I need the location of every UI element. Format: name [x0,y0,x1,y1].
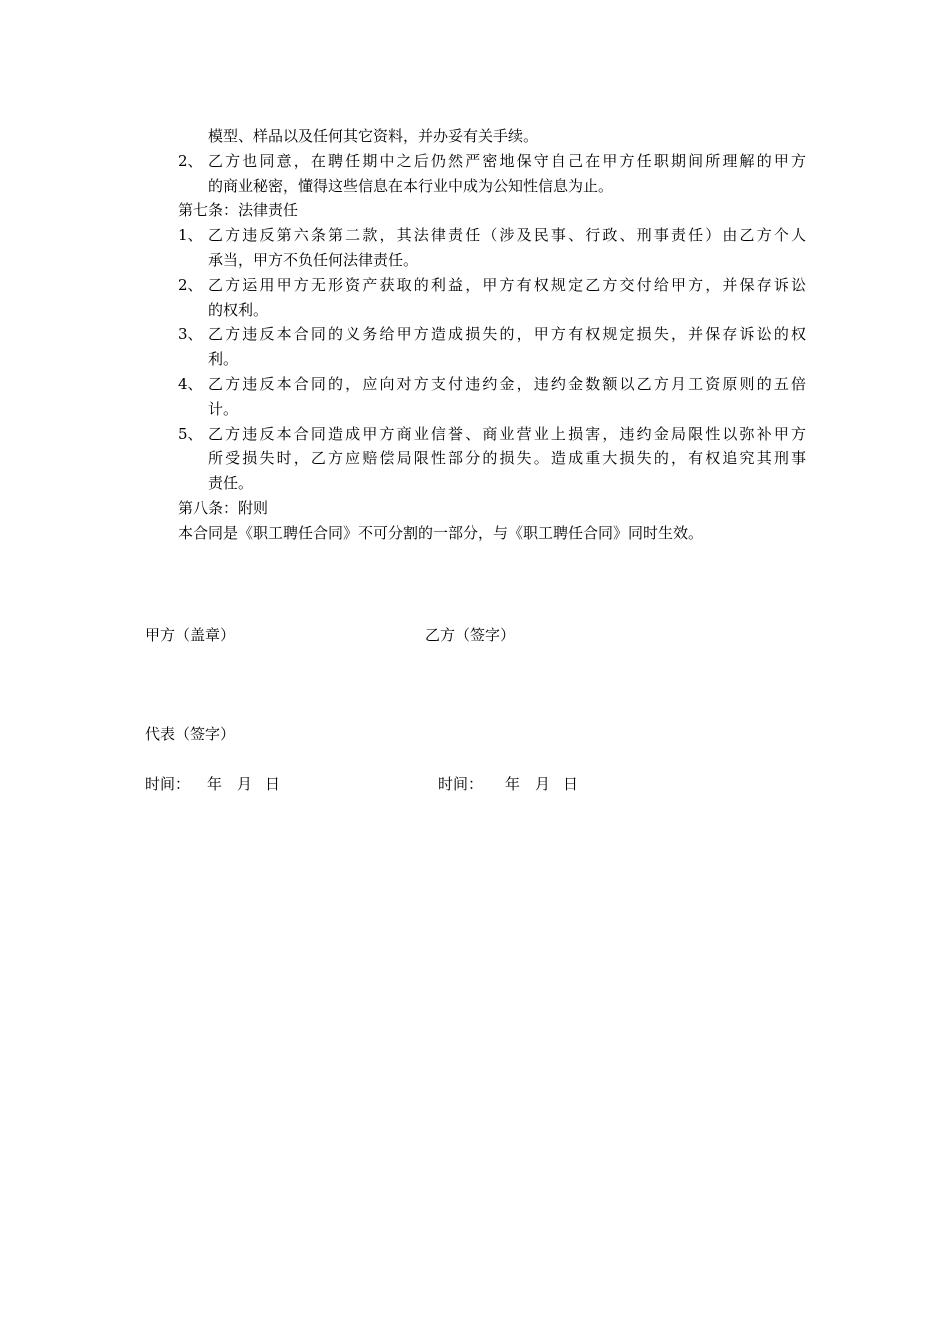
item-text [208,273,806,323]
party-a-date [145,774,280,794]
item-line: 责任。 [208,474,254,493]
date-label: 时间： [438,775,484,793]
party-b-signature-label: 乙方（签字） [425,626,516,644]
item-line: 乙方违反本合同造成甲方商业信誉、商业营业上损害，违约金局限性以弥补甲方 [208,424,806,443]
party-b-date [438,774,578,794]
item-text [208,422,806,496]
item-line: 所受损失时，乙方应赔偿局限性部分的损失。造成重大损失的，有权追究其刑事 [208,449,806,468]
item-number: 3、 [178,325,203,344]
article7-item2 [178,273,806,323]
date-year: 年 [505,775,521,793]
item-line: 乙方违反本合同的义务给甲方造成损失的，甲方有权规定损失，并保存诉讼的权 [208,325,806,344]
article7-heading: 第七条：法律责任 [178,201,299,220]
item-number: 4、 [178,374,203,393]
item-line: 的商业秘密，懂得这些信息在本行业中成为公知性信息为止。 [208,176,614,195]
item-line: 计。 [208,399,239,418]
article8-heading: 第八条：附则 [178,498,269,517]
party-a-seal-label: 甲方（盖章） [145,626,236,644]
item-line: 乙方违反本合同的，应向对方支付违约金，违约金数额以乙方月工资原则的五倍 [208,374,806,393]
item-number: 2、 [178,151,203,170]
item-line: 利。 [208,350,239,369]
representative-signature-label: 代表（签字） [145,725,236,743]
item-number: 2、 [178,275,203,294]
date-label: 时间： [145,775,191,793]
article6-item1-continuation: 模型、样品以及任何其它资料，并办妥有关手续。 [208,127,539,145]
article6-item2 [178,149,806,199]
item-number: 5、 [178,424,203,443]
date-month: 月 [237,775,253,793]
contract-body [178,124,806,546]
item-line: 承当，甲方不负任何法律责任。 [208,250,419,269]
article7-item3 [178,322,806,372]
article7-item4 [178,372,806,422]
article7-item1 [178,223,806,273]
item-line: 乙方违反第六条第二款，其法律责任（涉及民事、行政、刑事责任）由乙方个人 [208,226,806,245]
item-text [208,223,806,273]
article8-text: 本合同是《职工聘任合同》不可分割的一部分，与《职工聘任合同》同时生效。 [178,523,704,542]
item-line: 乙方运用甲方无形资产获取的利益，甲方有权规定乙方交付给甲方，并保存诉讼 [208,275,806,294]
item-line: 的权利。 [208,300,269,319]
item-text [208,149,806,199]
item-number: 1、 [178,226,203,245]
item-line: 乙方也同意，在聘任期中之后仍然严密地保守自己在甲方任职期间所理解的甲方 [208,151,806,170]
date-day: 日 [265,775,281,793]
article7-item5 [178,422,806,496]
date-month: 月 [535,775,551,793]
date-day: 日 [563,775,579,793]
item-text [208,322,806,372]
date-year: 年 [207,775,223,793]
item-text [208,372,806,422]
